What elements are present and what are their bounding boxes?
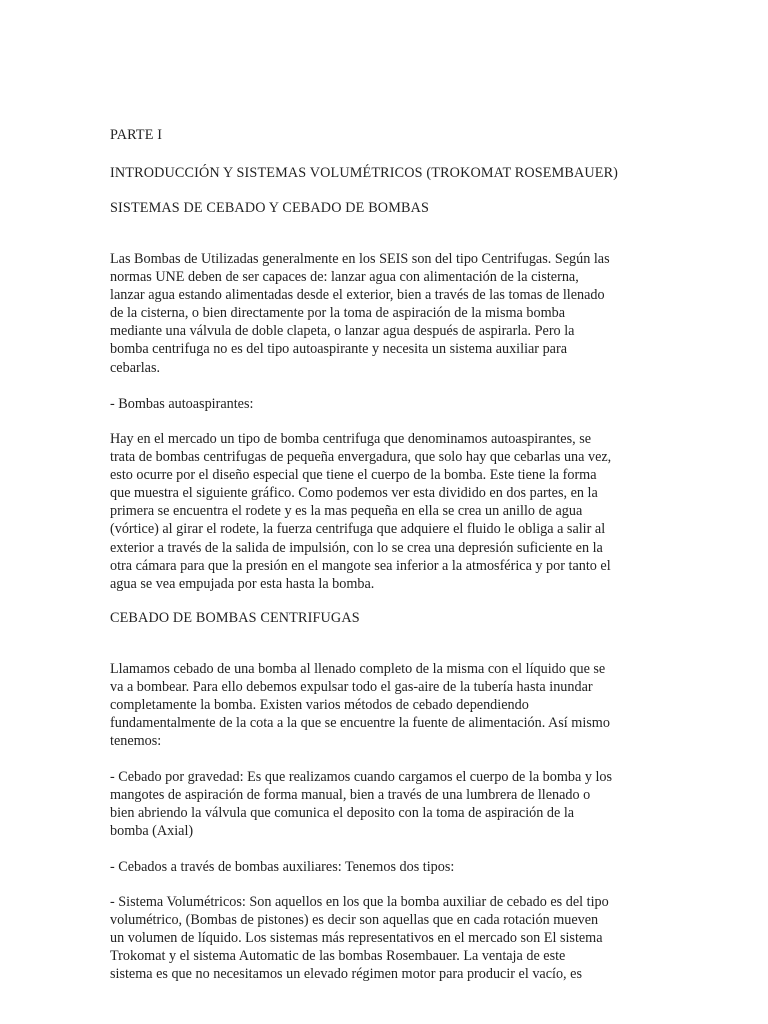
paragraph-bombas-centrifugas: Las Bombas de Utilizadas generalmente en los SEIS son del tipo Centrifugas. Según las normas UNE deben de ser capaces de: lanzar agua con alimentación de la cisterna, lanzar agua estando alimentadas desde el exterior, bien a través de las tomas de llenado de la cisterna, o bien directamente por la toma de aspiración de la misma bomba mediante una válvula de doble clapeta, o lanzar agua después de aspirarla. Pero la bomba centrifuga no es del tipo autoaspirante y necesita un sistema auxiliar para cebarlas. [110, 251, 610, 376]
paragraph-sistema-volumetricos: - Sistema Volumétricos: Son aquellos en los que la bomba auxiliar de cebado es del tipo volumétrico, (Bombas de pistones) es decir son aquellas que en cada rotación mueven un volumen de líquido. Los sistemas más representativos en el mercado son El sistema Trokomat y el sistema Automatic de las bombas Rosembauer. La ventaja de este sistema es que no necesitamos un elevado régimen motor para producir el vacío, es [110, 894, 609, 983]
paragraph-cebado-gravedad: - Cebado por gravedad: Es que realizamos cuando cargamos el cuerpo de la bomba y los mangotes de aspiración de forma manual, bien a través de una lumbrera de llenado o bien abriendo la válvula que comunica el deposito con la toma de aspiración de la bomba (Axial) [110, 769, 613, 840]
paragraph-bombas-auxiliares: - Cebados a través de bombas auxiliares: Tenemos dos tipos: [110, 859, 455, 875]
list-item-bombas-autoaspirantes: - Bombas autoaspirantes: [110, 396, 254, 412]
paragraph-autoaspirantes: Hay en el mercado un tipo de bomba centrifuga que denominamos autoaspirantes, se trata de bombas centrifugas de pequeña envergadura, que solo hay que cebarlas una vez, esto ocurre por el diseño especial que tiene el cuerpo de la bomba. Este tiene la forma que muestra el siguiente gráfico. Como podemos ver esta dividido en dos partes, en la primera se encuentra el rodete y es la mas pequeña en ella se crea un anillo de agua (vórtice) al girar el rodete, la fuerza centrifuga que adquiere el fluido le obliga a salir al exterior a través de la salida de impulsión, con lo se crea una depresión suficiente en la otra cámara para que la presión en el mangote sea inferior a la atmosférica y por tanto el agua se vea empujada por esta hasta la bomba. [110, 431, 612, 592]
section-heading-cebado: SISTEMAS DE CEBADO Y CEBADO DE BOMBAS [110, 200, 430, 216]
paragraph-definicion-cebado: Llamamos cebado de una bomba al llenado completo de la misma con el líquido que se va a bombear. Para ello debemos expulsar todo el gas-aire de la tubería hasta inundar completamente la bomba. Existen varios métodos de cebado dependiendo fundamentalmente de la cota a la que se encuentre la fuente de alimentación. Así mismo tenemos: [110, 661, 610, 750]
intro-heading: INTRODUCCIÓN Y SISTEMAS VOLUMÉTRICOS (TROKOMAT ROSEMBAUER) [110, 165, 619, 181]
part-title: PARTE I [110, 127, 163, 143]
section-heading-cebado-centrifugas: CEBADO DE BOMBAS CENTRIFUGAS [110, 610, 360, 626]
